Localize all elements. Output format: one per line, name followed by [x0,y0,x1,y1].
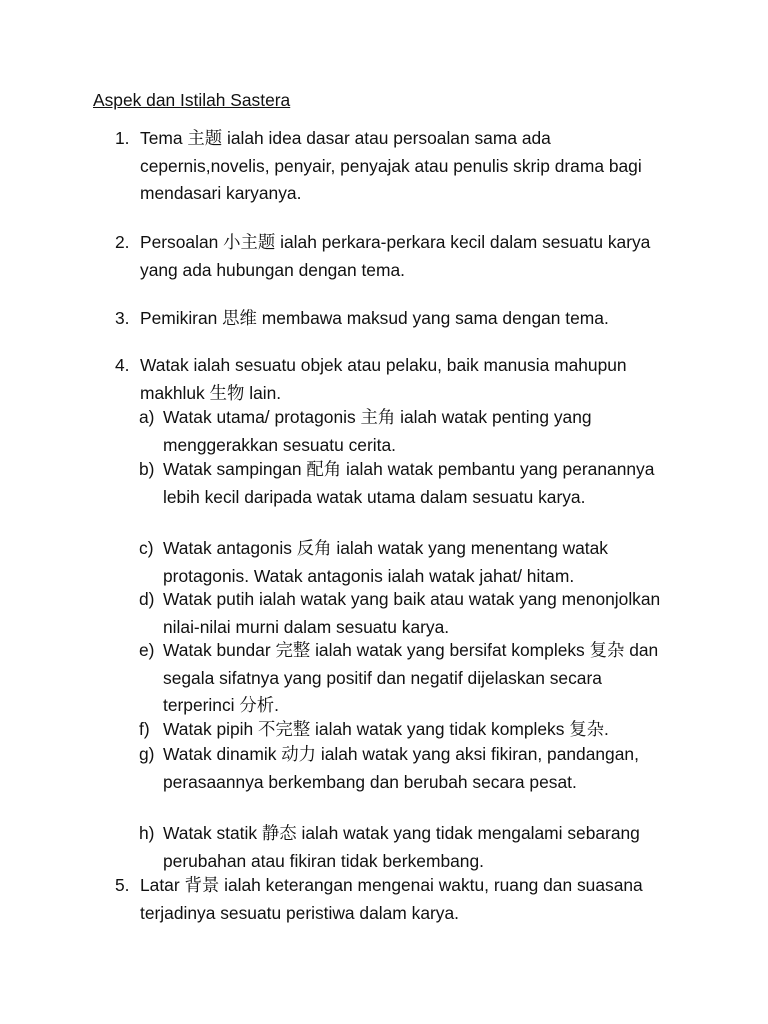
list-text: Latar 背景 ialah keterangan mengenai waktu, ruang dan suasana terjadinya sesuatu peristiwa dalam karya. [140,875,643,923]
list-number: 4. [115,355,130,375]
list-text: Pemikiran 思维 membawa maksud yang sama dengan tema. [140,308,609,328]
list-number: 5. [115,875,130,895]
list-text: Persoalan 小主题 ialah perkara-perkara kecil dalam sesuatu karya yang ada hubungan dengan tema. [140,232,651,280]
sub-list-label: f) [139,719,150,739]
sub-list-label: b) [139,459,155,479]
list-number: 3. [115,308,130,328]
sub-list-text: Watak utama/ protagonis 主角 ialah watak penting yang menggerakkan sesuatu cerita. [163,407,592,455]
sub-list-label: h) [139,823,155,843]
list-number: 1. [115,128,130,148]
sub-list-text: Watak pipih 不完整 ialah watak yang tidak kompleks 复杂. [163,719,609,739]
list-text: Watak ialah sesuatu objek atau pelaku, baik manusia mahupun makhluk 生物 lain. [140,355,627,403]
sub-list-text: Watak statik 静态 ialah watak yang tidak mengalami sebarang perubahan atau fikiran tidak berkembang. [163,823,640,871]
list-text: Tema 主题 ialah idea dasar atau persoalan sama ada cepernis,novelis, penyair, penyajak atau penulis skrip drama bagi mendasari karyanya. [140,128,642,203]
sub-list-text: Watak dinamik 动力 ialah watak yang aksi fikiran, pandangan, perasaannya berkembang dan berubah secara pesat. [163,744,639,792]
list-number: 2. [115,232,130,252]
sub-list-label: c) [139,538,154,558]
sub-list-text: Watak antagonis 反角 ialah watak yang menentang watak protagonis. Watak antagonis ialah watak jahat/ hitam. [163,538,608,586]
sub-list-text: Watak putih ialah watak yang baik atau watak yang menonjolkan nilai-nilai murni dalam sesuatu karya. [163,589,661,637]
document-title: Aspek dan Istilah Sastera [93,90,291,110]
sub-list-label: g) [139,744,155,764]
sub-list-label: e) [139,640,155,660]
sub-list-label: a) [139,407,155,427]
sub-list-text: Watak sampingan 配角 ialah watak pembantu yang peranannya lebih kecil daripada watak utama dalam sesuatu karya. [163,459,655,507]
sub-list-label: d) [139,589,155,609]
sub-list-text: Watak bundar 完整 ialah watak yang bersifat kompleks 复杂 dan segala sifatnya yang positif dan negatif dijelaskan secara terperinci 分析. [163,640,659,715]
